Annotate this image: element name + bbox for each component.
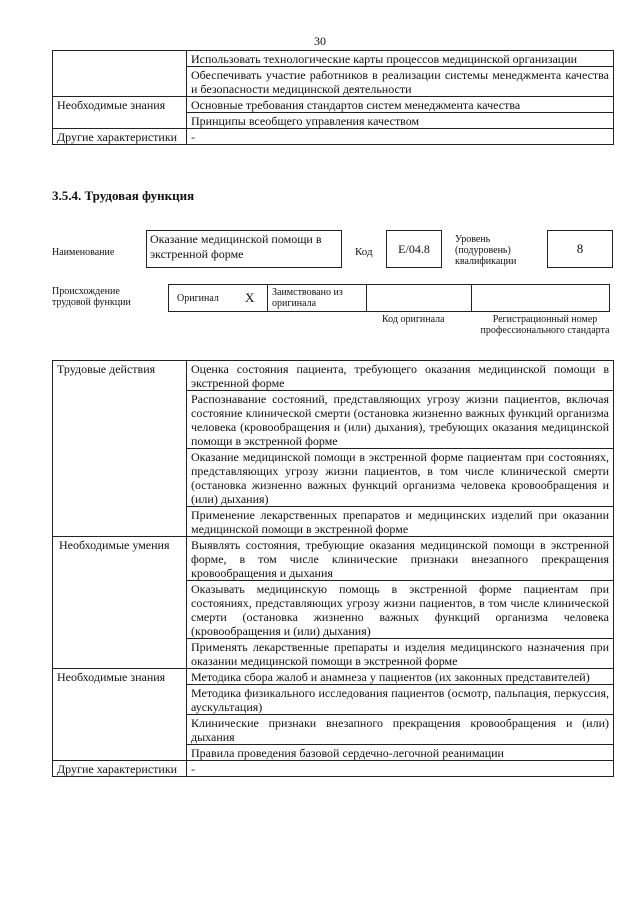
- row-label: Необходимые умения: [53, 537, 187, 669]
- table-cell: Оценка состояния пациента, требующего оказания медицинской помощи в экстренной форме: [187, 361, 614, 391]
- table-row: [53, 97, 614, 113]
- level-label: Уровень (подуровень) квалификации: [455, 234, 517, 267]
- borrowed-label: Заимствовано из оригинала: [272, 287, 343, 309]
- origin-box: [168, 284, 610, 312]
- reg-number-label: Регистрационный номер профессионального стандарта: [480, 314, 610, 336]
- row-label: Другие характеристики: [53, 761, 187, 777]
- table-cell: Применение лекарственных препаратов и медицинских изделий при оказании медицинской помощи в экстренной форме: [187, 507, 614, 537]
- table-row: [53, 129, 614, 145]
- table-cell: Распознавание состояний, представляющих угрозу жизни пациентов, включая состояние клинической смерти (остановка жизненно важных функций организма человека (кровообращения и (или) дыхания), требующих оказания медицинской помощи в экстренной форме: [187, 391, 614, 449]
- table-cell: Клинические признаки внезапного прекращения кровообращения и (или) дыхания: [187, 715, 614, 745]
- table-row: [53, 51, 614, 67]
- row-label: Другие характеристики: [53, 129, 187, 145]
- table-cell: Применять лекарственные препараты и изделия медицинского назначения при оказании медицинской помощи в экстренной форме: [187, 639, 614, 669]
- main-table: [52, 360, 614, 777]
- table-cell: Принципы всеобщего управления качеством: [187, 113, 614, 129]
- table-cell: Использовать технологические карты процессов медицинской организации: [187, 51, 614, 67]
- original-mark: X: [245, 290, 255, 305]
- table-row: [53, 361, 614, 391]
- function-name-box: Оказание медицинской помощи в экстренной форме: [146, 230, 342, 268]
- table-cell: Основные требования стандартов систем менеджмента качества: [187, 97, 614, 113]
- top-table: [52, 50, 614, 145]
- code-original-label: Код оригинала: [382, 314, 445, 325]
- code-label: Код: [355, 246, 373, 258]
- origin-label: Происхождение трудовой функции: [52, 286, 131, 308]
- level-box: 8: [547, 230, 613, 268]
- name-label: Наименование: [52, 247, 115, 258]
- table-cell: Методика сбора жалоб и анамнеза у пациентов (их законных представителей): [187, 669, 614, 685]
- table-row: [53, 537, 614, 581]
- divider: [366, 284, 367, 312]
- table-cell: -: [187, 761, 614, 777]
- table-row: [53, 669, 614, 685]
- code-box: E/04.8: [386, 230, 442, 268]
- table-row: [53, 761, 614, 777]
- table-cell: Правила проведения базовой сердечно-легочной реанимации: [187, 745, 614, 761]
- table-cell: Методика физикального исследования пациентов (осмотр, пальпация, перкуссия, аускультация): [187, 685, 614, 715]
- table-cell: Оказание медицинской помощи в экстренной форме пациентам при состояниях, представляющих угрозу жизни пациентов, в том числе клинической смерти (остановка жизненно важных функций организма человека кровообращения и (или) дыхания): [187, 449, 614, 507]
- page-number: 30: [314, 34, 326, 48]
- row-label: Трудовые действия: [53, 361, 187, 537]
- row-label: Необходимые знания: [53, 97, 187, 129]
- divider: [471, 284, 472, 312]
- row-label: [53, 51, 187, 97]
- table-cell: Выявлять состояния, требующие оказания медицинской помощи в экстренной форме, в том числе клинические признаки внезапного прекращения кровообращения и дыхания: [187, 537, 614, 581]
- section-heading: 3.5.4. Трудовая функция: [52, 188, 195, 203]
- divider: [267, 284, 268, 312]
- row-label: Необходимые знания: [53, 669, 187, 761]
- table-cell: -: [187, 129, 614, 145]
- table-cell: Оказывать медицинскую помощь в экстренной форме пациентам при состояниях, представляющих угрозу жизни пациентов, в том числе клинической смерти (остановка жизненно важных функций организма человека (кровообращения и (или) дыхания): [187, 581, 614, 639]
- original-label: Оригинал: [177, 293, 219, 304]
- table-cell: Обеспечивать участие работников в реализации системы менеджмента качества и безопасности медицинской деятельности: [187, 67, 614, 97]
